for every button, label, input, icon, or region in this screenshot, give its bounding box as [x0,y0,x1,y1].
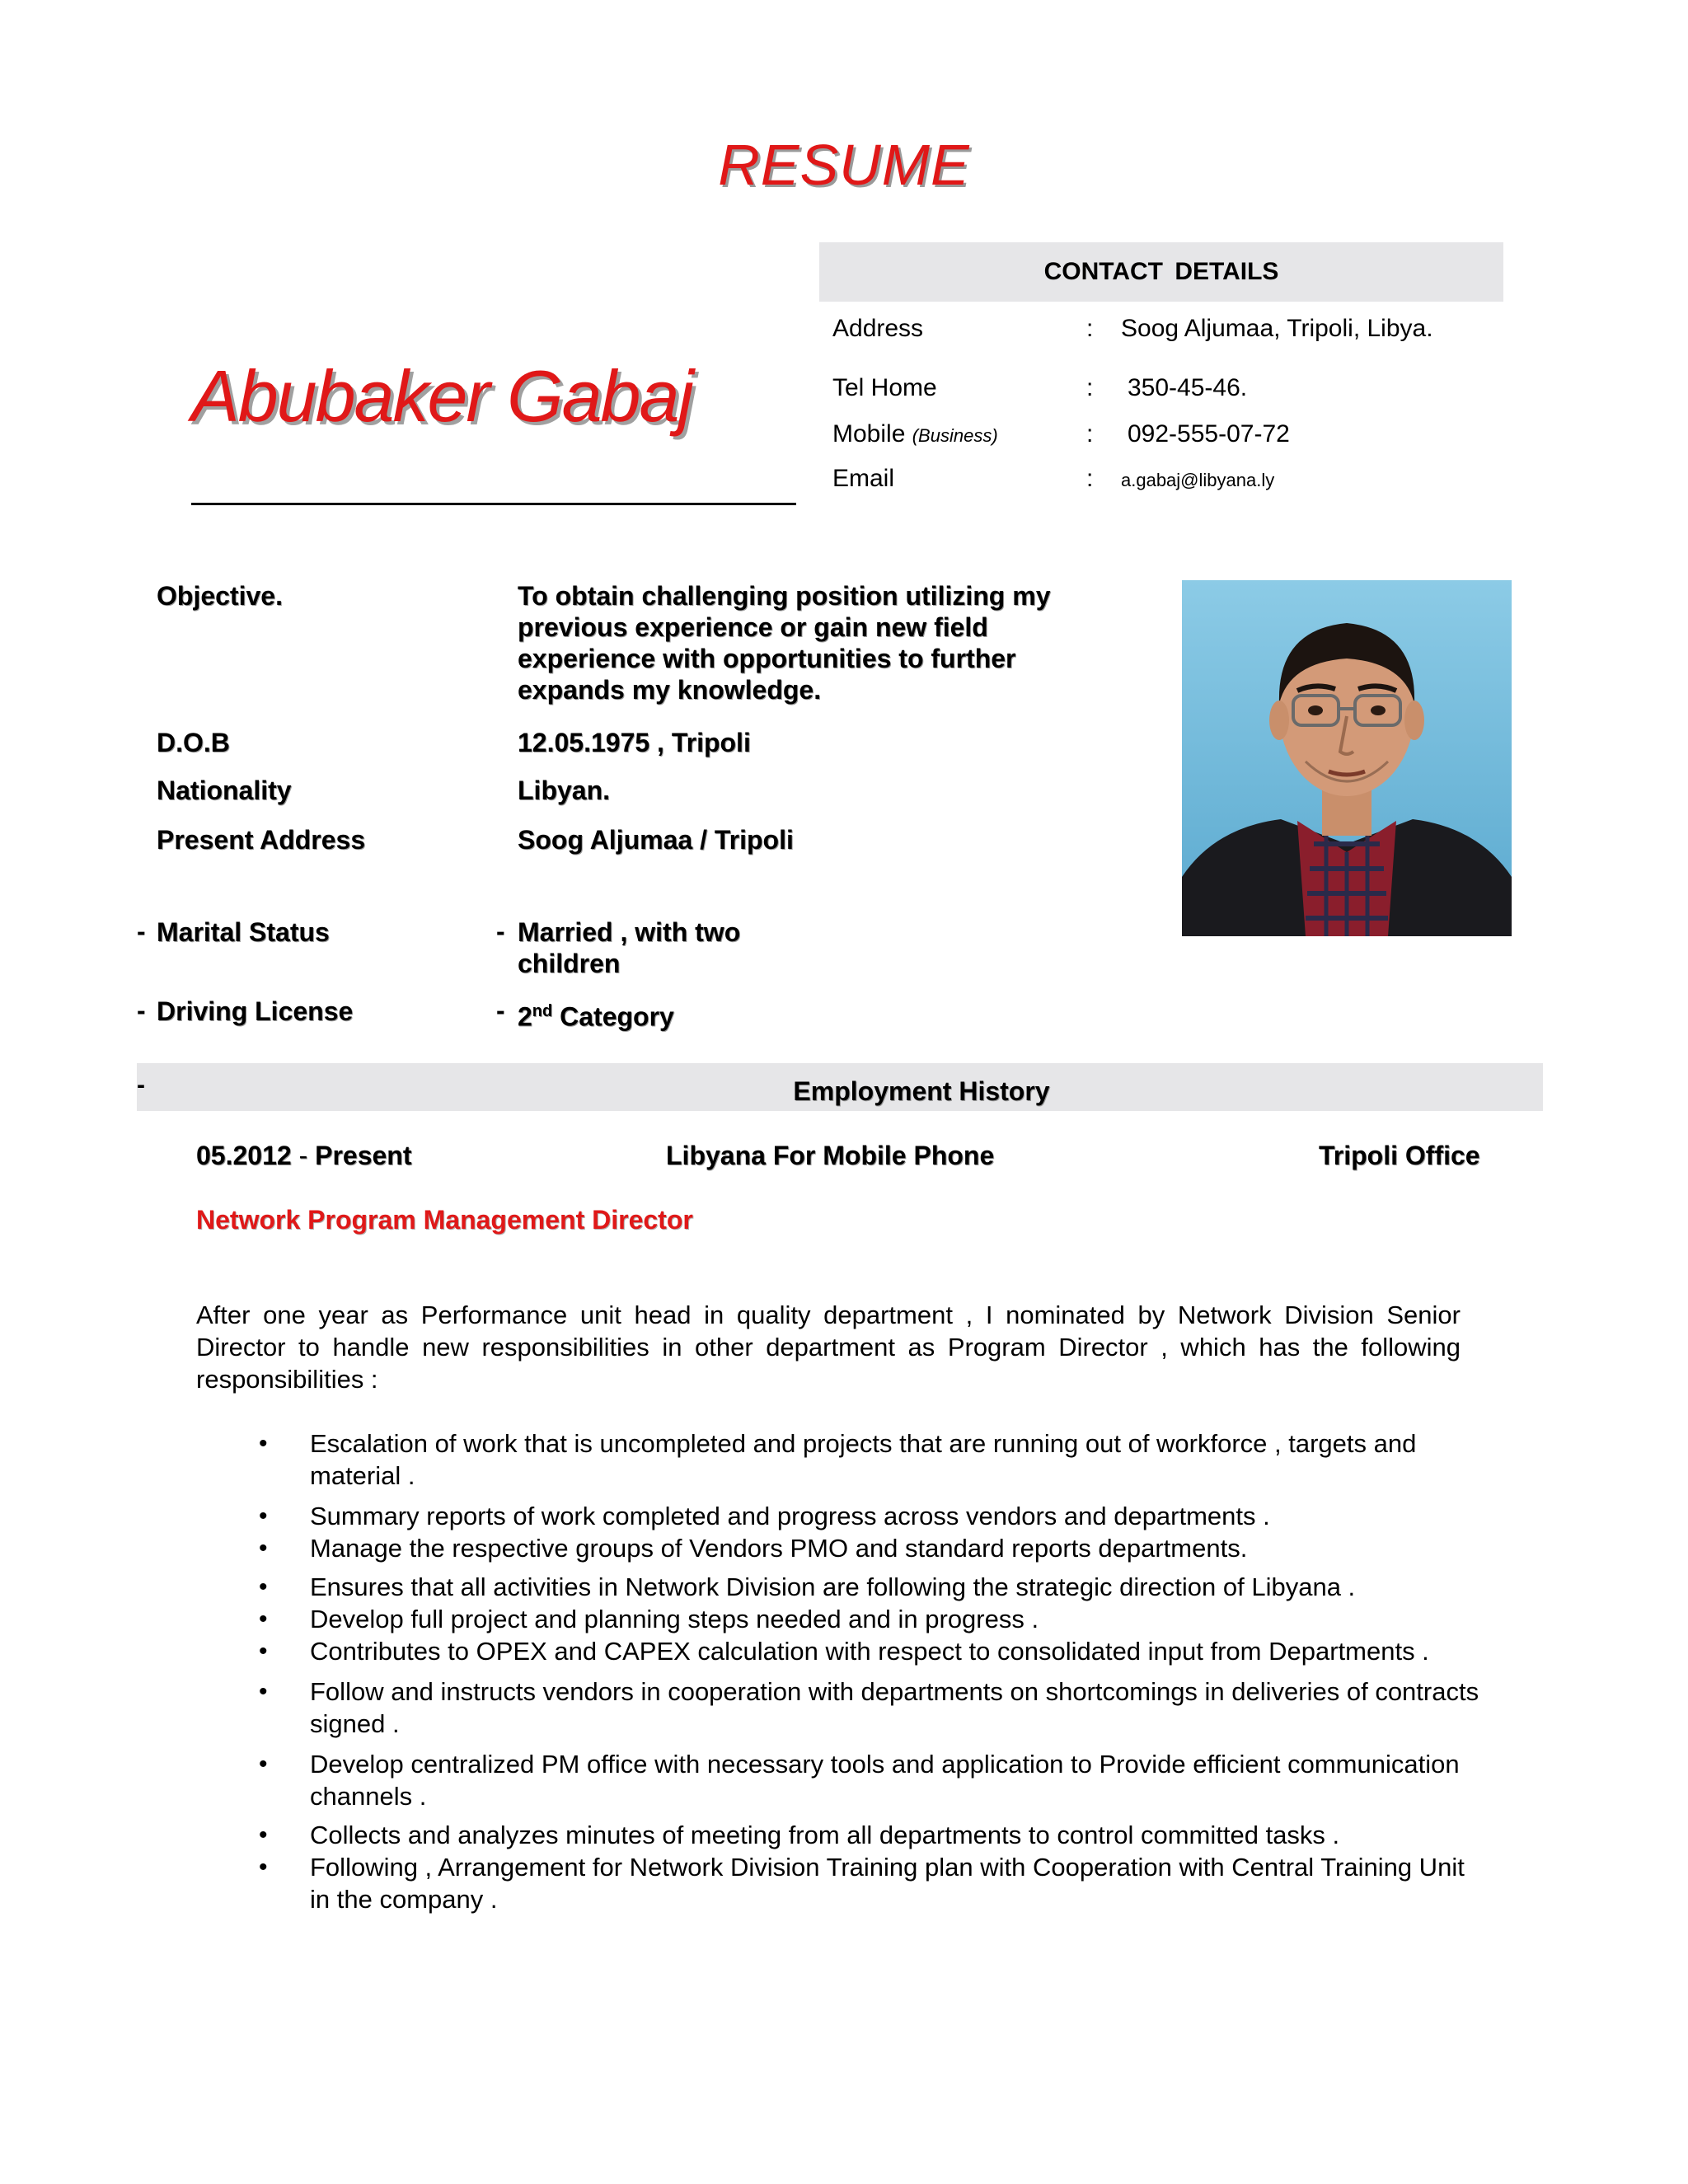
license-ordinal: nd [532,1002,553,1020]
objective-value: To obtain challenging position utilizing my previous experience or gain new field experience with opportunities to further expands my knowledge. [518,581,1051,705]
duty-item [196,1532,1482,1564]
job-role-title: Network Program Management Director [196,1205,693,1235]
bullet-icon: • [259,1605,268,1633]
nationality-label: Nationality [157,776,292,805]
driving-license-value [518,996,1111,1033]
present-address-label: Present Address [157,825,366,855]
contact-colon: : [1086,420,1094,448]
contact-row-mobile [832,420,1508,462]
profile-photo [1182,580,1512,936]
bullet-icon: • [259,1502,268,1530]
job-intro-paragraph: After one year as Performance unit head in quality department , I nominated by Network Division Senior Director to handle new responsibilities in other department as Program Director , which has the following responsibilities : [196,1301,1461,1394]
duty-item [196,1851,1482,1915]
dob-label: D.O.B [157,728,230,757]
employment-history-heading: Employment History [793,1076,1050,1106]
profile-photo-illustration [1182,580,1512,936]
duty-item [196,1500,1482,1532]
duty-text: Escalation of work that is uncompleted and projects that are running out of workforce , targets and material . [310,1429,1417,1490]
contact-value: 350-45-46. [1128,374,1248,401]
contact-colon: : [1086,315,1094,342]
license-category: Category [552,1001,674,1032]
name-underline [191,503,796,505]
marital-status-value: Married , with two children [518,917,741,978]
email-link[interactable]: a.gabaj@libyana.ly [1121,470,1275,490]
job-company: Libyana For Mobile Phone [666,1141,995,1170]
bullet-icon: • [259,1573,268,1601]
duty-item [196,1603,1482,1635]
contact-row-address [832,315,1508,356]
duties-list [196,1427,1482,1915]
present-address-value: Soog Aljumaa / Tripoli [518,825,794,855]
list-dash: - [137,916,146,946]
list-dash: - [137,996,146,1025]
duty-text: Collects and analyzes minutes of meeting from all departments to control committed tasks . [310,1821,1340,1849]
duty-text: Manage the respective groups of Vendors PMO and standard reports departments. [310,1534,1248,1563]
driving-license-label: Driving License [157,996,354,1026]
dob-value: 12.05.1975 , Tripoli [518,728,751,757]
duty-item [196,1748,1482,1812]
bullet-icon: • [259,1535,268,1562]
nationality-value: Libyan. [518,776,611,805]
duty-text: Develop full project and planning steps needed and in progress . [310,1605,1039,1633]
contact-label: Tel Home [832,374,937,401]
job-period-end: Present [315,1141,412,1170]
contact-label: Email [832,465,895,492]
contact-row-tel-home [832,374,1508,415]
list-dash: - [496,916,505,946]
objective-label: Objective. [157,581,283,611]
job-office: Tripoli Office [1319,1141,1480,1170]
license-number: 2 [518,1001,532,1032]
duty-item [196,1427,1482,1492]
marital-status-label: Marital Status [157,917,330,947]
duty-text: Following , Arrangement for Network Division Training plan with Cooperation with Central Training Unit in the company . [310,1853,1465,1914]
list-dash: - [137,1071,145,1099]
bullet-icon: • [259,1750,268,1778]
duty-item [196,1571,1482,1603]
bullet-icon: • [259,1821,268,1849]
job-period-sep: - [298,1141,308,1170]
bullet-icon: • [259,1678,268,1705]
contact-label-note: (Business) [912,425,998,446]
contact-value: Soog Aljumaa, Tripoli, Libya. [1121,315,1433,342]
duty-text: Develop centralized PM office with necessary tools and application to Provide efficient communication channels . [310,1750,1460,1811]
duty-text: Contributes to OPEX and CAPEX calculation with respect to consolidated input from Departments . [310,1637,1429,1666]
duty-text: Summary reports of work completed and progress across vendors and departments . [310,1502,1270,1530]
contact-label [832,420,998,448]
person-name: Abubaker Gabaj [191,355,692,437]
bullet-icon: • [259,1430,268,1457]
duty-text: Ensures that all activities in Network Division are following the strategic direction of Libyana . [310,1572,1356,1601]
contact-colon: : [1086,374,1094,401]
list-dash: - [496,996,505,1025]
contact-label-text: Mobile [832,420,906,448]
contact-colon: : [1086,465,1094,492]
duty-item [196,1635,1482,1667]
contact-label: Address [832,315,924,342]
duty-text: Follow and instructs vendors in cooperation with departments on shortcomings in deliveries of contracts signed . [310,1677,1479,1738]
contact-row-email [832,465,1508,506]
job-period [196,1141,412,1171]
contact-details-header: CONTACT DETAILS [819,242,1503,302]
contact-value: 092-555-07-72 [1128,420,1290,448]
job-period-start: 05.2012 [196,1141,292,1170]
bullet-icon: • [259,1854,268,1881]
resume-title: RESUME [718,133,970,197]
bullet-icon: • [259,1638,268,1665]
duty-item [196,1675,1482,1740]
duty-item [196,1819,1482,1851]
